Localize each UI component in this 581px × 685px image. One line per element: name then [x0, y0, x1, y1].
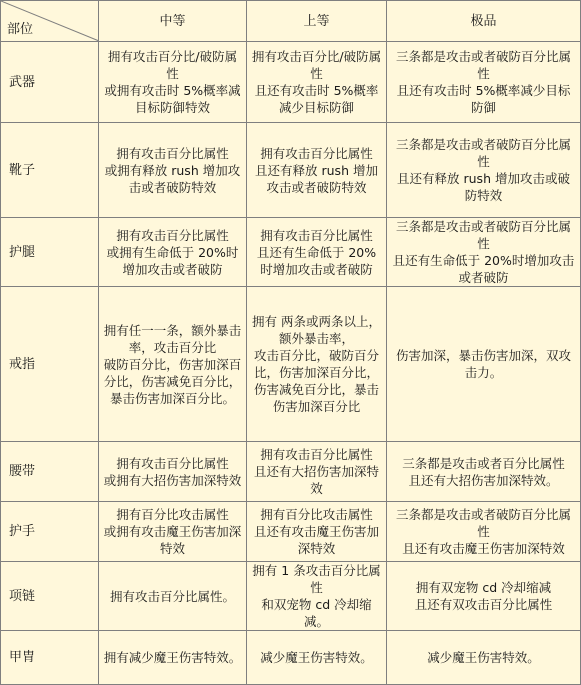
part-name-cell: 护腿 [1, 218, 99, 287]
tier-high-cell [247, 218, 387, 287]
tier-top-cell [387, 287, 581, 442]
column-header-top: 极品 [387, 1, 581, 42]
table-body [1, 42, 581, 685]
tier-top-cell [387, 631, 581, 685]
table-row [1, 562, 581, 631]
tier-top-cell [387, 42, 581, 123]
tier-mid-text: 拥有百分比攻击属性 或拥有攻击魔王伤害加深特效 [103, 507, 242, 556]
column-header-mid: 中等 [99, 1, 247, 42]
part-name-cell: 甲胄 [1, 631, 99, 685]
tier-high-text: 拥有攻击百分比属性 且还有大招伤害加深特效 [253, 447, 379, 496]
tier-top-text: 减少魔王伤害特效。 [427, 650, 540, 665]
tier-top-text: 伤害加深，暴击伤害加深，双攻击力。 [395, 348, 571, 380]
table-row [1, 218, 581, 287]
tier-mid-text: 拥有攻击百分比属性。 [109, 588, 235, 604]
table-row [1, 42, 581, 123]
tier-mid-cell [99, 442, 247, 502]
tier-mid-text: 拥有攻击百分比属性 或拥有大招伤害加深特效 [103, 455, 242, 488]
part-name-cell: 护手 [1, 502, 99, 562]
tier-mid-cell [99, 123, 247, 218]
tier-high-cell [247, 631, 387, 685]
part-name-cell: 靴子 [1, 123, 99, 218]
tier-top-text: 三条都是攻击或者破防百分比属性 且还有释放 rush 增加攻击或破防特效 [395, 137, 571, 203]
part-name-cell: 戒指 [1, 287, 99, 442]
tier-high-text: 拥有百分比攻击属性 且还有攻击魔王伤害加深特效 [253, 507, 379, 556]
table-row [1, 123, 581, 218]
tier-mid-cell [99, 502, 247, 562]
tier-high-text: 拥有攻击百分比属性 且还有生命低于 20%时增加攻击或者破防 [256, 227, 377, 277]
tier-high-cell [247, 123, 387, 218]
tier-mid-text: 拥有减少魔王伤害特效。 [103, 650, 242, 665]
tier-top-cell [387, 442, 581, 502]
header-row [1, 1, 581, 42]
tier-mid-cell [99, 287, 247, 442]
tier-mid-text: 拥有攻击百分比属性 或拥有生命低于 20%时增加攻击或者破防 [106, 227, 239, 277]
tier-mid-cell [99, 42, 247, 123]
tier-mid-text: 拥有任一一条，额外暴击率，攻击百分比 破防百分比，伤害加深百分比，伤害减免百分比，暴击伤害加深百分比。 [103, 322, 242, 406]
tier-high-cell [247, 442, 387, 502]
tier-high-text: 拥有攻击百分比/破防属性 且还有攻击时 5%概率减少目标防御 [251, 49, 382, 115]
tier-high-text: 减少魔王伤害特效。 [260, 650, 373, 665]
part-name-cell: 腰带 [1, 442, 99, 502]
part-name-cell: 项链 [1, 562, 99, 631]
tier-top-text: 三条都是攻击或者破防百分比属性 且还有攻击魔王伤害加深特效 [395, 507, 571, 556]
tier-top-text: 三条都是攻击或者破防百分比属性 且还有生命低于 20%时增加攻击或者破防 [392, 219, 575, 285]
tier-top-cell [387, 218, 581, 287]
table-row [1, 287, 581, 442]
tier-mid-text: 拥有攻击百分比属性 或拥有释放 rush 增加攻击或者破防特效 [104, 145, 241, 195]
tier-high-cell [247, 287, 387, 442]
tier-mid-text: 拥有攻击百分比/破防属性 或拥有攻击时 5%概率减目标防御特效 [104, 49, 241, 115]
tier-top-cell [387, 123, 581, 218]
table-row [1, 502, 581, 562]
corner-label: 部位 [7, 22, 34, 37]
table-row [1, 442, 581, 502]
tier-high-cell [247, 42, 387, 123]
corner-header-cell [1, 1, 99, 42]
tier-mid-cell [99, 631, 247, 685]
tier-mid-cell [99, 218, 247, 287]
tier-high-text: 拥有 两条或两条以上，额外暴击率， 攻击百分比，破防百分比，伤害加深百分比，伤害减免百分比，暴击伤害加深百分比 [252, 314, 381, 414]
tier-mid-cell [99, 562, 247, 631]
tier-high-cell [247, 562, 387, 631]
table-row [1, 631, 581, 685]
tier-top-text: 三条都是攻击或者百分比属性 且还有大招伤害加深特效。 [402, 455, 565, 488]
part-name-cell: 武器 [1, 42, 99, 123]
tier-top-text: 拥有双宠物 cd 冷却缩减 且还有双攻击百分比属性 [414, 580, 553, 612]
tier-top-cell [387, 502, 581, 562]
tier-top-text: 三条都是攻击或者破防百分比属性 且还有攻击时 5%概率减少目标防御 [395, 49, 571, 115]
tier-top-cell [387, 562, 581, 631]
tier-high-cell [247, 502, 387, 562]
tier-high-text: 拥有攻击百分比属性 且还有释放 rush 增加攻击或者破防特效 [255, 145, 378, 195]
column-header-high: 上等 [247, 1, 387, 42]
tier-high-text: 拥有 1 条攻击百分比属性 和双宠物 cd 冷却缩减。 [252, 563, 381, 629]
